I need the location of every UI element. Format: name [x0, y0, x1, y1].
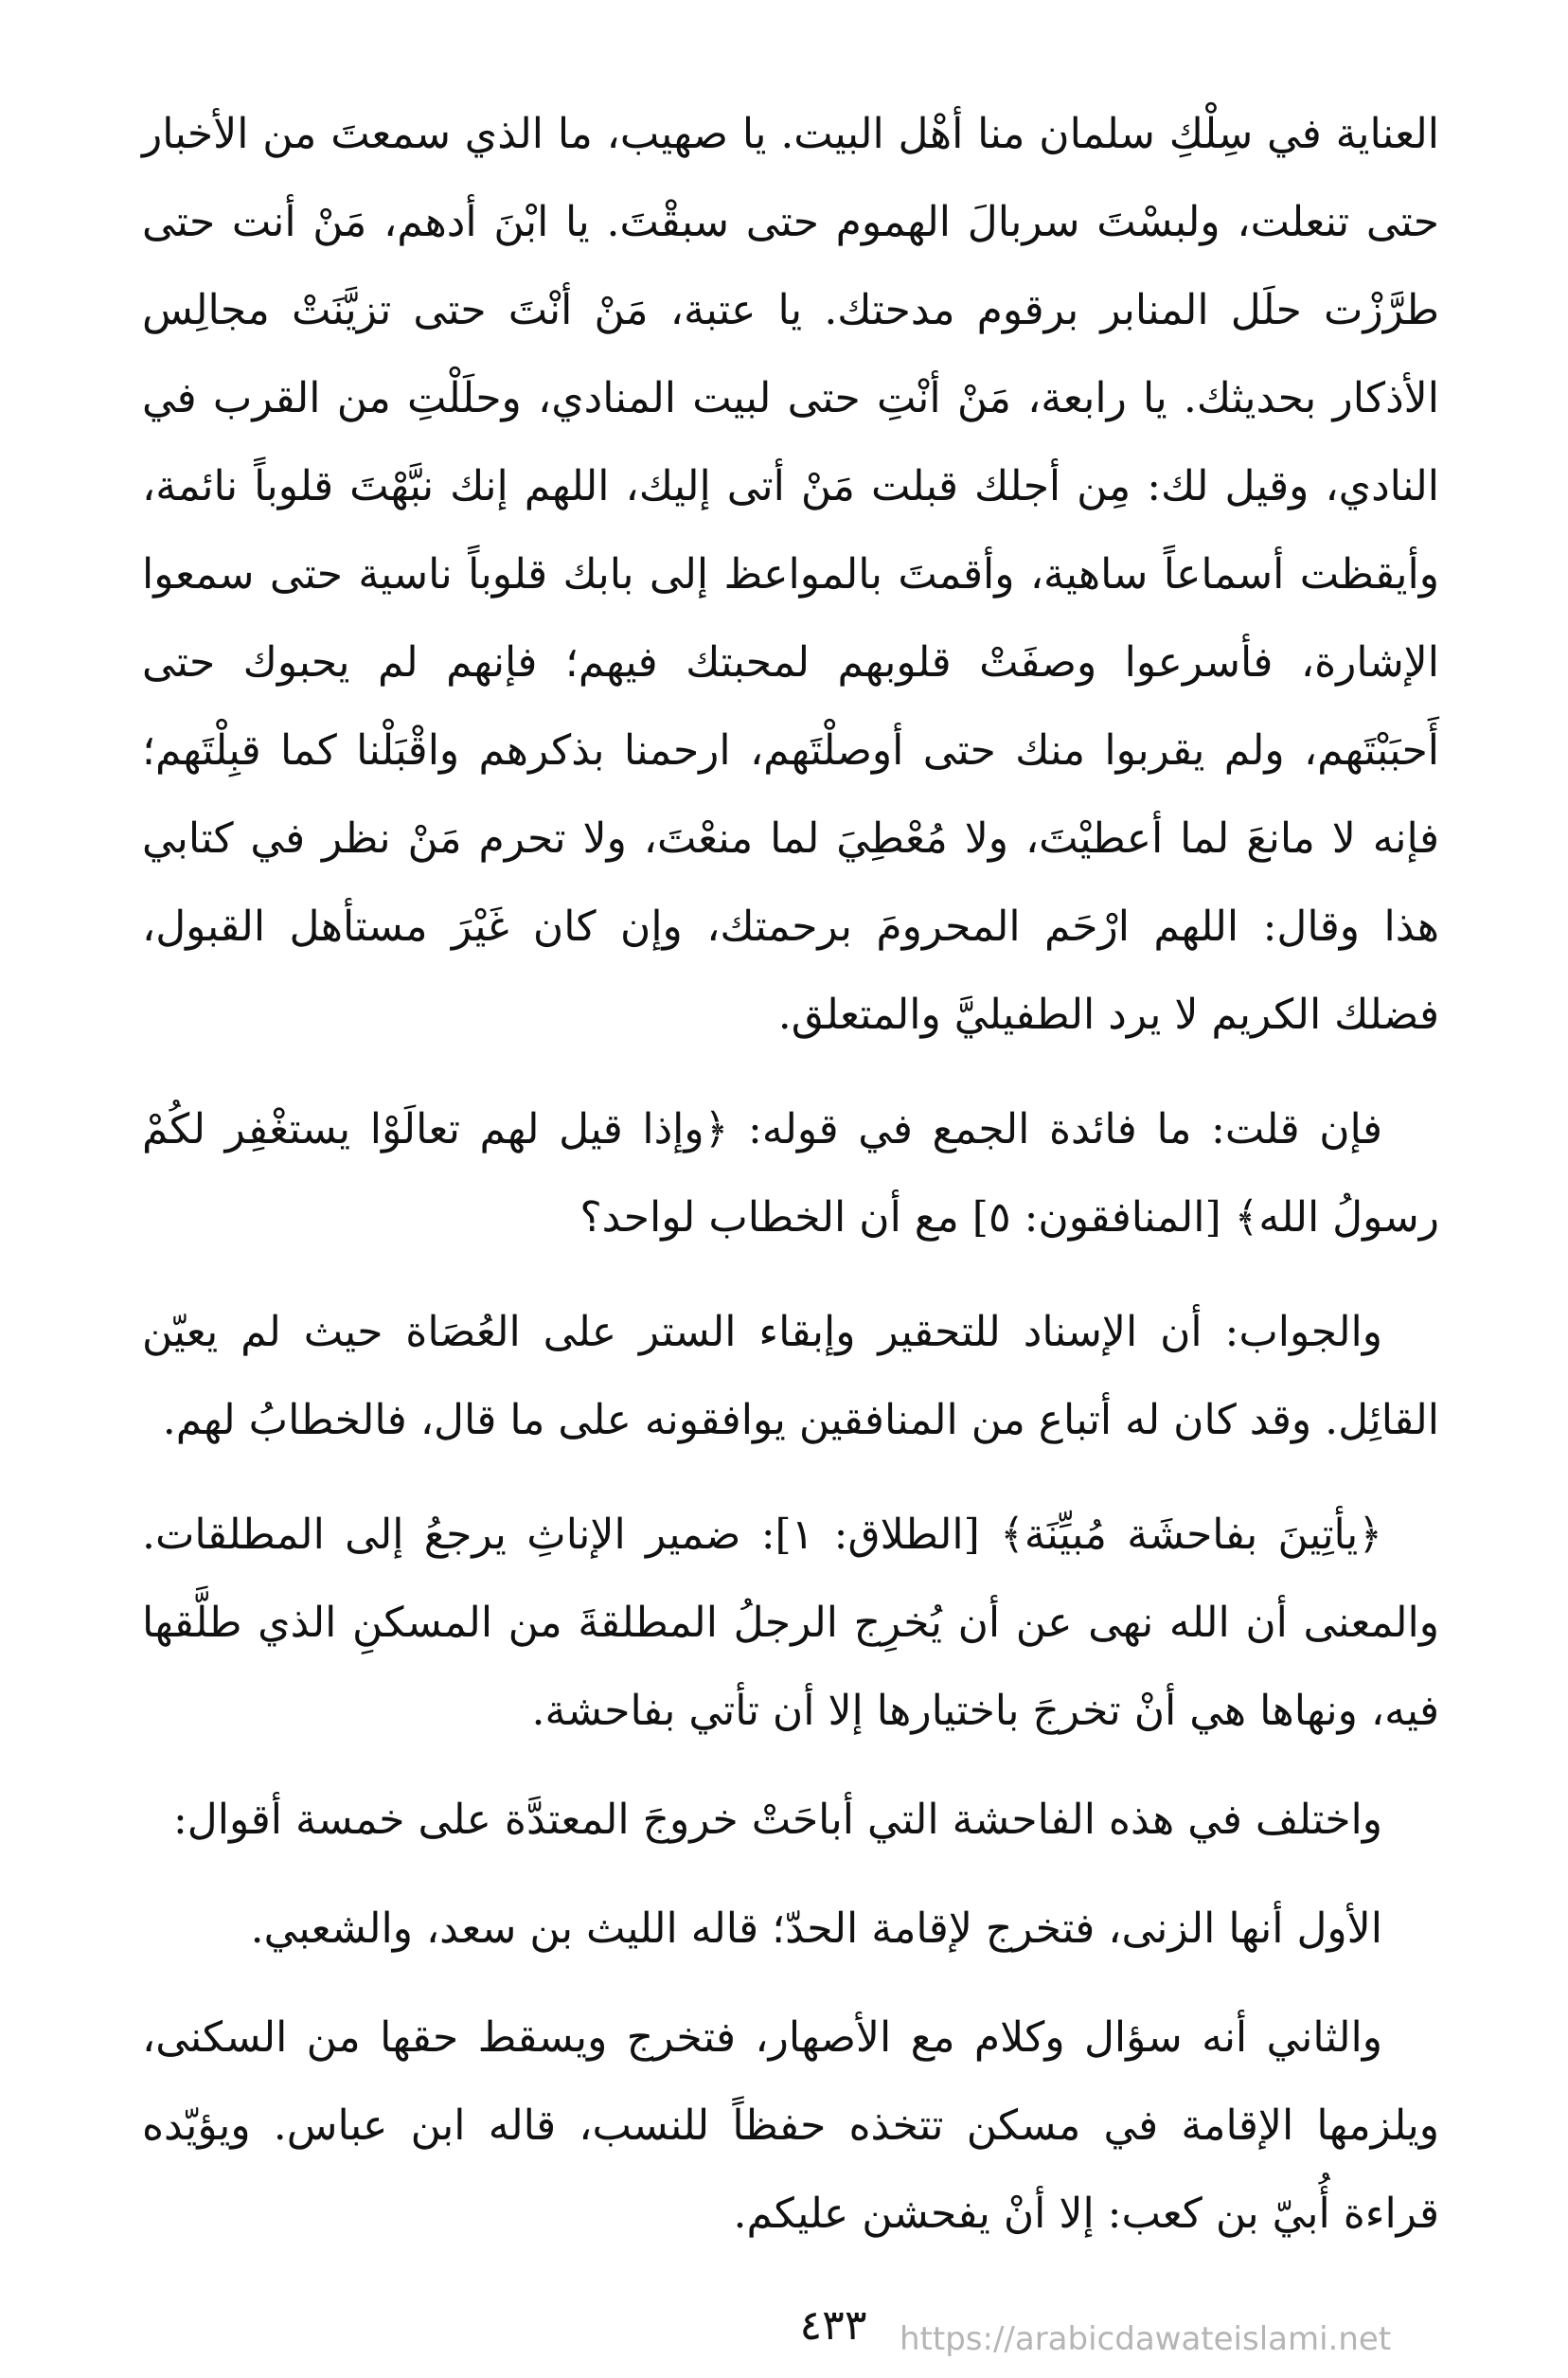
page-body [142, 90, 1439, 2258]
paragraph-first-opinion: الأول أنها الزنى، فتخرج لإقامة الحدّ؛ قاله الليث بن سعد، والشعبي. [250, 1904, 1382, 1953]
watermark-url: https://arabicdawateislami.net [900, 2320, 1392, 2358]
paragraph-answer: والجواب: أن الإسناد للتحقير وإبقاء الستر على العُصَاة حيث لم يعيّن القائِل. وقد كان له أتباع من المنافقين يوافقونه على ما قال، فالخطابُ لهم. [142, 1308, 1439, 1444]
paragraph-second-opinion: والثاني أنه سؤال وكلام مع الأصهار، فتخرج ويسقط حقها من السكنى، ويلزمها الإقامة في مسكن تتخذه حفظاً للنسب، قاله ابن عباس. ويؤيّده قراءة أُبيّ بن كعب: إلا أنْ يفحشن عليكم. [142, 2013, 1439, 2238]
paragraph-verse-explanation: ﴿يأتِينَ بفاحشَة مُبيِّنَة﴾ [الطلاق: ١]: ضمير الإناثِ يرجعُ إلى المطلقات. والمعنى أن الله نهى عن أن يُخرِج الرجلُ المطلقةَ من المسكنِ الذي طلَّقها فيه، ونهاها هي أنْ تخرجَ باختيارها إلا أن تأتي بفاحشة. [142, 1511, 1439, 1735]
page-number: ٤٣٣ [799, 2301, 867, 2350]
paragraph-opinions-intro: واختلف في هذه الفاحشة التي أباحَتْ خروجَ المعتدَّة على خمسة أقوال: [172, 1796, 1382, 1844]
paragraph-question: فإن قلت: ما فائدة الجمع في قوله: ﴿وإذا قيل لهم تعالَوْا يستغْفِر لكُمْ رسولُ الله﴾ [المنافقون: ٥] مع أن الخطاب لواحد؟ [142, 1105, 1439, 1242]
paragraph-continuation: العناية في سِلْكِ سلمان منا أهْل البيت. يا صهيب، ما الذي سمعتَ من الأخبار حتى تنعلت، ولبسْتَ سربالَ الهموم حتى سبقْتَ. يا ابْنَ أدهم، مَنْ أنت حتى طرَّزْت حلَل المنابر برقوم مدحتك. يا عتبة، مَنْ أنْتَ حتى تزيَّنَتْ مجالِس الأذكار بحديثك. يا رابعة، مَنْ أنْتِ حتى لبيت المنادي، وحلَلْتِ من القرب في النادي، وقيل لك: مِن أجلك قبلت مَنْ أتى إليك، اللهم إنك نبَّهْتَ قلوباً نائمة، وأيقظت أسماعاً ساهية، وأقمتَ بالمواعظ إلى بابك قلوباً ناسية حتى سمعوا الإشارة، فأسرعوا وصفَتْ قلوبهم لمحبتك فيهم؛ فإنهم لم يحبوك حتى أَحبَبْتَهم، ولم يقربوا منك حتى أوصلْتَهم، ارحمنا بذكرهم واقْبَلْنا كما قبِلْتَهم؛ فإنه لا مانعَ لما أعطيْتَ، ولا مُعْطِيَ لما منعْتَ، ولا تحرم مَنْ نظر في كتابي هذا وقال: اللهم ارْحَم المحرومَ برحمتك، وإن كان غَيْرَ مستأهل القبول، فضلك الكريم لا يرد الطفيليَّ والمتعلق. [142, 110, 1439, 1039]
